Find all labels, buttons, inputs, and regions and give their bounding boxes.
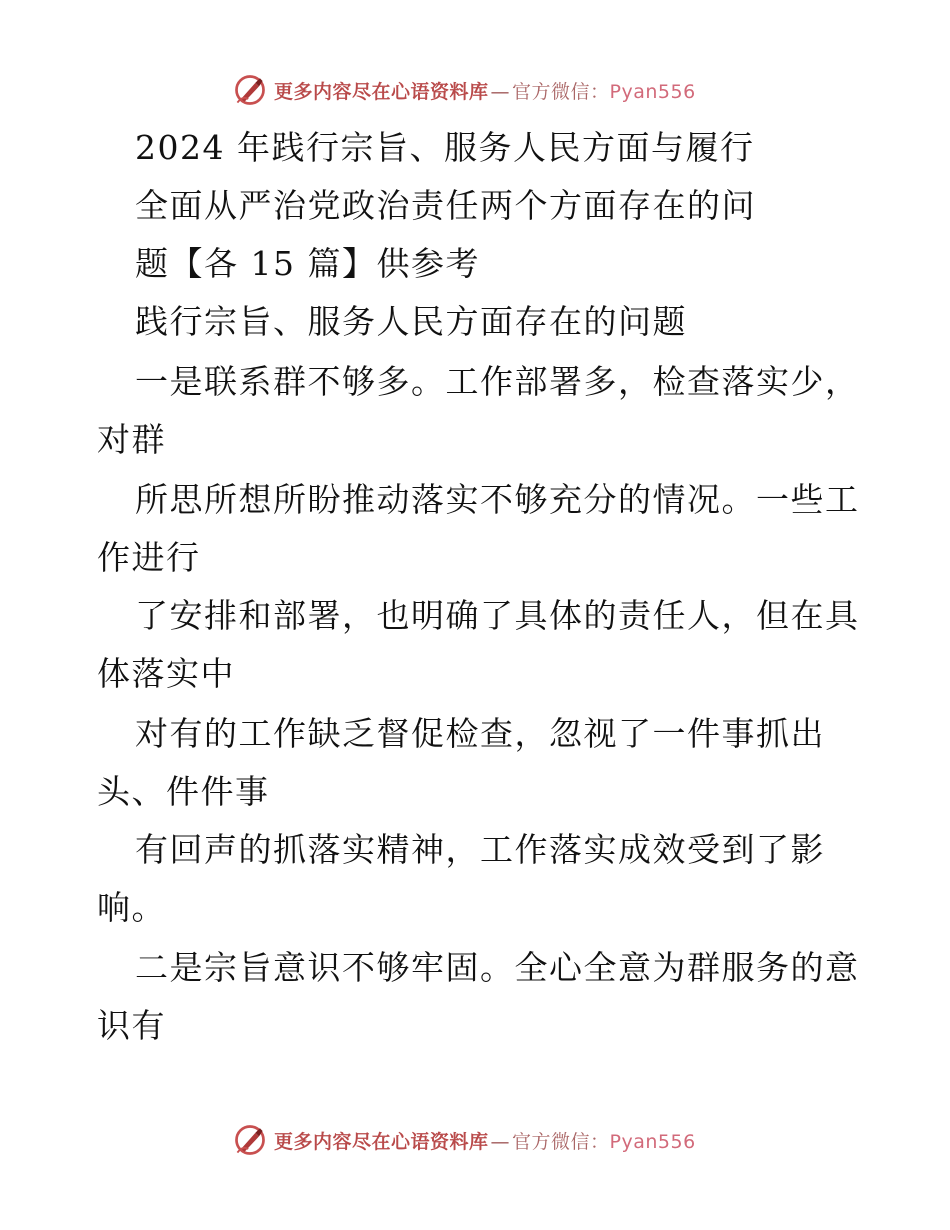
title-line: 题【各 15 篇】供参考 <box>135 244 480 283</box>
paragraph-line: 对有的工作缺乏督促检查，忽视了一件事抓出 <box>135 714 825 753</box>
title-line: 2024 年践行宗旨、服务人民方面与履行 <box>135 128 755 167</box>
pen-logo-icon <box>232 72 268 108</box>
pen-logo-icon <box>232 1122 268 1158</box>
paragraph-line: 响。 <box>97 888 166 927</box>
paragraph-line: 体落实中 <box>97 654 235 693</box>
watermark-text: 更多内容尽在心语资料库 — 官方微信：Pyan556 <box>274 1130 696 1153</box>
paragraph-line: 识有 <box>97 1006 166 1045</box>
title-line: 全面从严治党政治责任两个方面存在的问 <box>135 186 756 225</box>
paragraph-line: 作进行 <box>97 538 201 577</box>
paragraph-line: 所思所想所盼推动落实不够充分的情况。一些工 <box>135 480 860 519</box>
watermark-text: 更多内容尽在心语资料库 — 官方微信：Pyan556 <box>274 80 696 103</box>
paragraph-line: 头、件件事 <box>97 772 270 811</box>
paragraph-line: 对群 <box>97 420 166 459</box>
header-watermark-banner <box>232 70 696 110</box>
paragraph-line: 二是宗旨意识不够牢固。全心全意为群服务的意 <box>135 948 860 987</box>
paragraph-line: 有回声的抓落实精神，工作落实成效受到了影 <box>135 830 825 869</box>
paragraph-line: 了安排和部署，也明确了具体的责任人，但在具 <box>135 596 860 635</box>
section-heading: 践行宗旨、服务人民方面存在的问题 <box>135 302 687 341</box>
footer-watermark-banner <box>232 1120 696 1160</box>
paragraph-line: 一是联系群不够多。工作部署多，检查落实少， <box>135 362 860 401</box>
